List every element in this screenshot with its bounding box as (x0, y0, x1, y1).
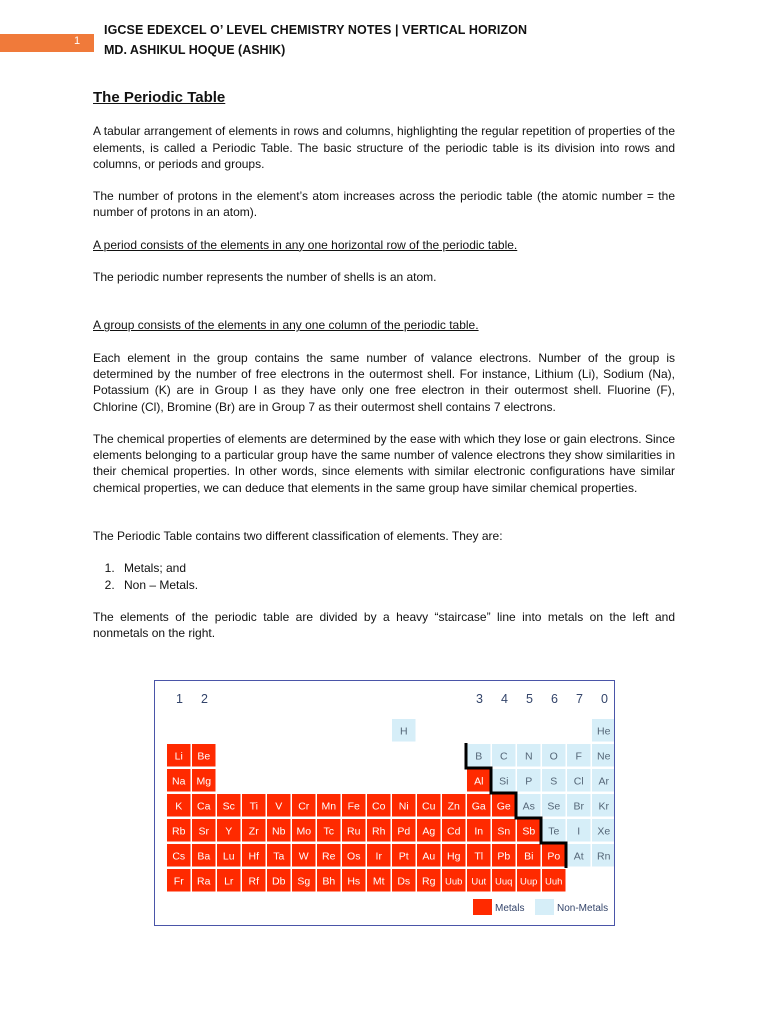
element-symbol: Ga (471, 800, 486, 813)
element-symbol: Lu (222, 850, 235, 863)
group-label: 1 (176, 692, 183, 706)
element-symbol: Se (547, 800, 561, 813)
group-label: 4 (501, 692, 508, 706)
element-symbol: Br (573, 800, 584, 813)
element-symbol: Mn (321, 800, 337, 813)
element-symbol: Be (197, 750, 211, 763)
element-symbol: As (522, 800, 535, 813)
element-symbol: Uup (520, 876, 538, 888)
element-symbol: Te (548, 825, 560, 838)
element-symbol: Bh (322, 875, 336, 888)
element-symbol: Ba (197, 850, 211, 863)
element-symbol: Ne (597, 750, 611, 763)
element-symbol: He (597, 725, 611, 738)
element-symbol: Rf (248, 875, 259, 888)
element-symbol: Ca (197, 800, 211, 813)
element-symbol: V (275, 800, 283, 813)
element-symbol: Mt (372, 875, 385, 888)
element-symbol: Lr (224, 875, 234, 888)
group-label: 0 (601, 692, 608, 706)
element-symbol: Pt (398, 850, 409, 863)
element-symbol: Rh (372, 825, 386, 838)
paragraph-classification: The Periodic Table contains two different classification of elements. They are: (93, 529, 503, 544)
element-symbol: Zr (248, 825, 259, 838)
element-symbol: Fr (173, 875, 184, 888)
paragraph-group-definition: A group consists of the elements in any one column of the periodic table. (93, 318, 479, 333)
paragraph-valence: Each element in the group contains the same number of valance electrons. Number of the group is determined by the number of free electrons in the outermost shell. For instance, Lithium (Li), Sodium (Na), Potassium (K) are in Group I as they have only one free electron in their outermost shell. Fluorine (F), Chlorine (Cl), Bromine (Br) are in Group 7 as their outermost shell contains 7 electrons. (93, 350, 675, 414)
element-symbol: Tc (323, 825, 334, 838)
list-item: 1. Metals; and (118, 560, 675, 576)
element-symbol: Al (474, 775, 484, 788)
element-symbol: Rn (597, 850, 611, 863)
legend-metals-swatch (473, 899, 492, 915)
header-title: IGCSE EDEXCEL O’ LEVEL CHEMISTRY NOTES | VERTICAL HORIZON (104, 23, 528, 37)
element-symbol: Kr (598, 800, 609, 813)
element-symbol: Cu (422, 800, 436, 813)
paragraph-protons: The number of protons in the element’s atom increases across the periodic table (the atomic number = the number of protons in an atom). (93, 189, 675, 220)
header-author: MD. ASHIKUL HOQUE (ASHIK) (104, 43, 286, 57)
element-symbol: Ta (273, 850, 285, 863)
paragraph-period-number: The periodic number represents the number of shells is an atom. (93, 270, 437, 285)
element-symbol: In (474, 825, 484, 838)
element-symbol: Hf (248, 850, 259, 863)
element-symbol: B (475, 750, 483, 763)
group-label: 2 (201, 692, 208, 706)
element-symbol: Po (547, 850, 561, 863)
element-symbol: Li (174, 750, 183, 763)
paragraph-period-definition: A period consists of the elements in any one horizontal row of the periodic table. (93, 237, 518, 252)
element-symbol: Ir (375, 850, 382, 863)
element-symbol: Uuh (545, 876, 563, 888)
group-label: 5 (526, 692, 533, 706)
element-symbol: Nb (272, 825, 286, 838)
element-symbol: N (524, 750, 533, 763)
element-symbol: Xe (597, 825, 611, 838)
element-symbol: At (573, 850, 584, 863)
element-symbol: Sc (222, 800, 235, 813)
classification-list (93, 560, 675, 593)
element-symbol: H (399, 725, 408, 738)
element-symbol: Rg (422, 875, 436, 888)
element-symbol: Fe (347, 800, 360, 813)
group-label: 6 (551, 692, 558, 706)
element-symbol: Ar (598, 775, 609, 788)
element-symbol: Cd (447, 825, 461, 838)
element-symbol: Rb (172, 825, 186, 838)
periodic-table-figure (154, 680, 615, 926)
element-symbol: Sg (297, 875, 311, 888)
element-symbol: Hg (447, 850, 461, 863)
element-symbol: Ra (197, 875, 211, 888)
element-symbol: Y (225, 825, 233, 838)
element-symbol: Pb (497, 850, 511, 863)
element-symbol: Tl (474, 850, 484, 863)
element-symbol: Cs (172, 850, 186, 863)
element-symbol: Ds (397, 875, 411, 888)
element-symbol: Sb (522, 825, 536, 838)
legend-nonmetals-label: Non-Metals (557, 903, 609, 914)
element-symbol: Cr (298, 800, 310, 813)
element-symbol: Uut (471, 876, 487, 888)
paragraph-definition: A tabular arrangement of elements in rows and columns, highlighting the regular repetition of properties of the elements, is called a Periodic Table. The basic structure of the periodic table is its division into rows and columns, or periods and groups. (93, 124, 675, 171)
element-symbol: Re (322, 850, 336, 863)
element-symbol: Au (422, 850, 436, 863)
element-symbol: Cl (573, 775, 584, 788)
element-symbol: F (575, 750, 582, 763)
element-symbol: Uuq (495, 876, 513, 888)
legend-metals-label: Metals (495, 903, 525, 914)
element-symbol: S (550, 775, 558, 788)
document-body (93, 90, 675, 658)
element-symbol: Sr (198, 825, 209, 838)
element-symbol: Ti (249, 800, 258, 813)
paragraph-chemical-properties: The chemical properties of elements are determined by the ease with which they lose or gain electrons. Since elements belonging to a particular group have the same number of valence electrons they show similarities in their chemical properties. In other words, since elements with similar electronic configurations have similar chemical properties, we can deduce that elements in the same group have similar chemical properties. (93, 431, 675, 495)
element-symbol: Ni (398, 800, 409, 813)
legend-nonmetals-swatch (535, 899, 554, 915)
list-item: 2. Non – Metals. (118, 577, 675, 593)
element-symbol: K (175, 800, 183, 813)
element-symbol: Mg (196, 775, 212, 788)
element-symbol: Na (172, 775, 186, 788)
element-symbol: I (577, 825, 581, 838)
element-symbol: Hs (347, 875, 361, 888)
element-symbol: Sn (497, 825, 511, 838)
element-symbol: Mo (296, 825, 312, 838)
group-label: 3 (476, 692, 483, 706)
element-symbol: C (499, 750, 508, 763)
element-symbol: O (549, 750, 558, 763)
group-label: 7 (576, 692, 583, 706)
element-symbol: Uub (445, 876, 463, 888)
element-symbol: W (298, 850, 309, 863)
element-symbol: Ru (347, 825, 361, 838)
periodic-table-svg (155, 681, 614, 925)
element-symbol: Zn (447, 800, 460, 813)
page-number: 1 (74, 35, 81, 47)
element-symbol: Si (499, 775, 509, 788)
element-symbol: Ag (422, 825, 436, 838)
element-symbol: Bi (524, 850, 534, 863)
section-title: The Periodic Table (93, 89, 226, 106)
paragraph-staircase: The elements of the periodic table are divided by a heavy “staircase” line into metals on the left and nonmetals on the right. (93, 609, 675, 641)
element-symbol: Db (272, 875, 286, 888)
element-symbol: Os (347, 850, 361, 863)
element-symbol: P (525, 775, 533, 788)
element-symbol: Ge (496, 800, 511, 813)
element-symbol: Pd (397, 825, 411, 838)
element-symbol: Co (372, 800, 386, 813)
